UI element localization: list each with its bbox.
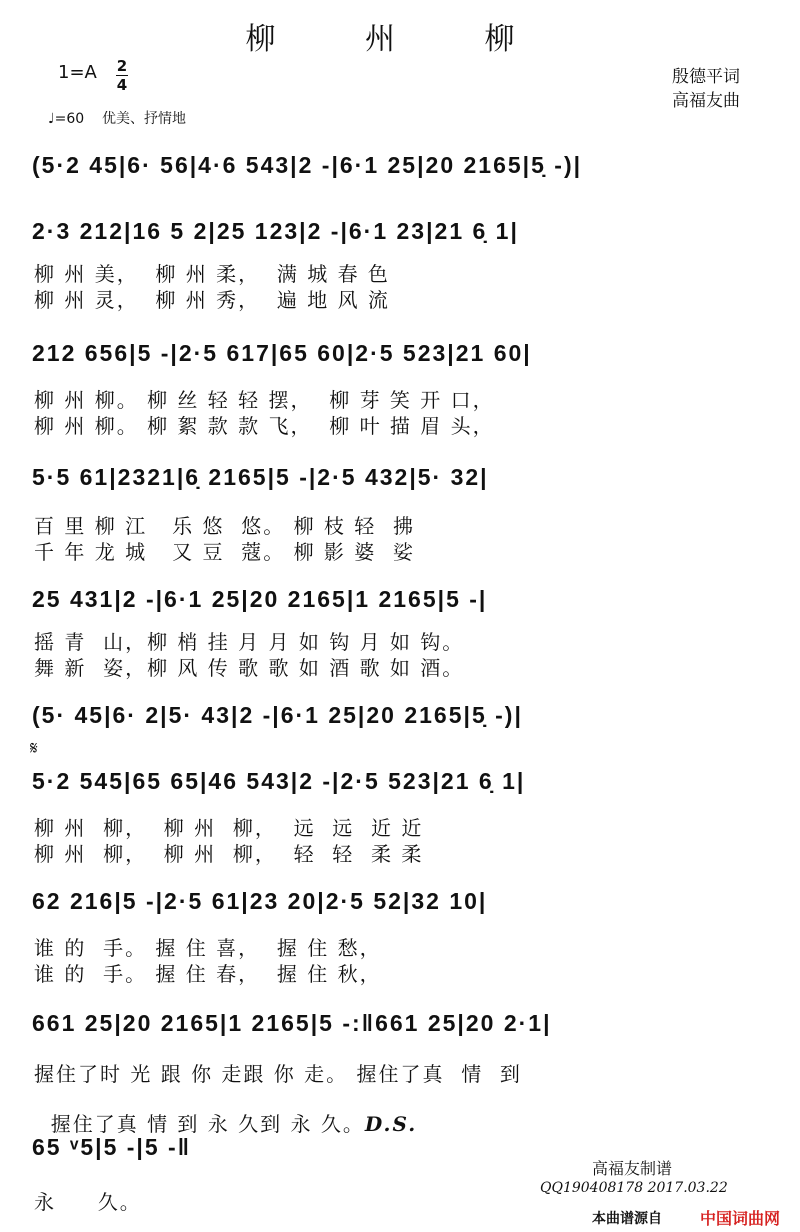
tempo-value: ♩=60	[48, 111, 85, 127]
qq-date: QQ190408178 2017.03.22	[540, 1180, 728, 1196]
key-signature: 1=A	[58, 62, 97, 83]
score-row	[32, 762, 784, 802]
time-bottom: 4	[116, 76, 128, 94]
lyric-line: 握住了时 光 跟 你 走跟 你 走。 握住了真 情 到	[34, 1062, 522, 1086]
notation-line: 5·2 545|65 65|46 543|2 -|2·5 523|21 6̣ 1|	[32, 768, 526, 794]
ds-mark: D.S.	[364, 1112, 418, 1136]
score-row	[32, 1004, 784, 1044]
segno-sign: 𝄋	[30, 738, 38, 759]
notation-line: (5· 45|6· 2|5· 43|2 -|6·1 25|20 2165|5̣ -)|	[32, 702, 523, 728]
lyric-line: 千 年 龙 城 又 豆 蔻。 柳 影 婆 娑	[34, 540, 416, 564]
lyric-line: 柳 州 柳， 柳 州 柳， 轻 轻 柔 柔	[34, 842, 424, 866]
time-signature	[116, 58, 128, 93]
expression-text: 优美、抒情地	[101, 111, 186, 127]
lyric-line: 柳 州 美， 柳 州 柔， 满 城 春 色	[34, 262, 390, 286]
lyric-line: 永 久。	[34, 1190, 142, 1214]
score-row	[32, 146, 784, 186]
notation-line: 5·5 61|2321|6̣ 2165|5 -|2·5 432|5· 32|	[32, 464, 489, 490]
notation-line: 661 25|20 2165|1 2165|5 -:‖661 25|20 2·1|	[32, 1010, 552, 1036]
score-row	[32, 882, 784, 922]
tempo-mark	[48, 108, 186, 128]
lyric-text: 握住了真 情 到 永 久到 永 久。	[50, 1112, 365, 1136]
score-row	[32, 458, 784, 498]
song-title: 柳 州 柳	[245, 22, 555, 57]
score-row	[32, 334, 784, 374]
lyric-line: 柳 州 灵， 柳 州 秀， 遍 地 风 流	[34, 288, 390, 312]
notation-line: 62 216|5 -|2·5 61|23 20|2·5 52|32 10|	[32, 888, 488, 914]
lyric-line: 百 里 柳 江 乐 悠 悠。 柳 枝 轻 拂	[34, 514, 416, 538]
source-label: 本曲谱源自	[592, 1211, 662, 1227]
notation-line: 212 656|5 -|2·5 617|65 60|2·5 523|21 60|	[32, 340, 532, 366]
lyric-line: 谁 的 手。 握 住 春， 握 住 秋，	[34, 962, 382, 986]
lyric-line: 谁 的 手。 握 住 喜， 握 住 愁，	[34, 936, 382, 960]
time-top: 2	[116, 57, 128, 75]
lyric-line: 摇 青 山，柳 梢 挂 月 月 如 钩 月 如 钩。	[34, 630, 465, 654]
lyricist-credit: 殷德平词	[672, 67, 740, 87]
composer-credit: 高福友曲	[672, 91, 740, 111]
lyric-line: 柳 州 柳。 柳 丝 轻 轻 摆， 柳 芽 笑 开 口，	[34, 388, 495, 412]
notation-line: (5·2 45|6· 56|4·6 543|2 -|6·1 25|20 2165|5̣ -)|	[32, 152, 583, 178]
notation-line: 25 431|2 -|6·1 25|20 2165|1 2165|5 -|	[32, 586, 488, 612]
score-row	[32, 1128, 472, 1168]
notation-line: 2·3 212|16 5 2|25 123|2 -|6·1 23|21 6̣ 1|	[32, 218, 519, 244]
lyric-line: 柳 州 柳。 柳 絮 款 款 飞， 柳 叶 描 眉 头，	[34, 414, 495, 438]
lyric-line: 柳 州 柳， 柳 州 柳， 远 远 近 近	[34, 816, 424, 840]
notation-line: 65 ᵛ5|5 -|5 -‖	[32, 1134, 192, 1160]
score-row	[32, 696, 784, 736]
transcriber-credit: 高福友制谱	[592, 1159, 673, 1178]
lyric-line: 舞 新 姿，柳 风 传 歌 歌 如 酒 歌 如 酒。	[34, 656, 465, 680]
score-row	[32, 580, 784, 620]
site-name: 中国词曲网	[700, 1209, 781, 1228]
score-row	[32, 212, 784, 252]
